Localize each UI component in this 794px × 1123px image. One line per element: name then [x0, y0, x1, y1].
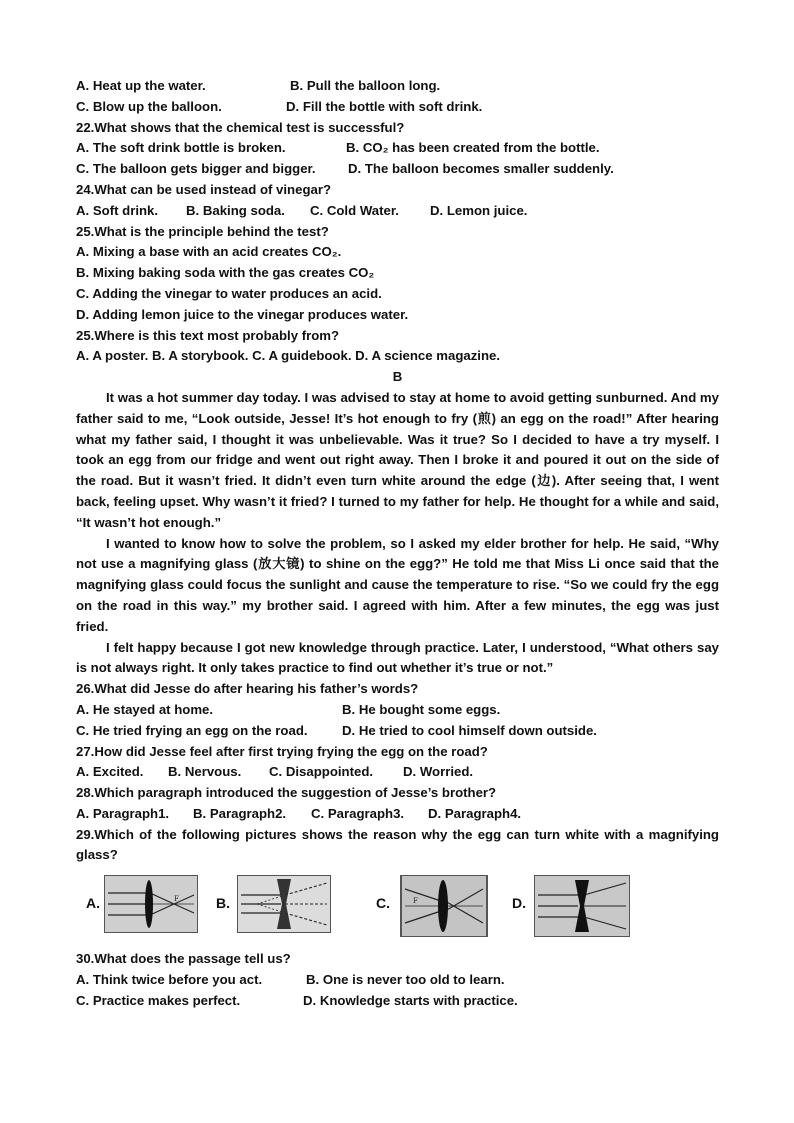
- q28-options: [76, 804, 719, 825]
- convex-lens-icon: [145, 880, 153, 928]
- q28-option-a: A. Paragraph1.: [76, 805, 170, 821]
- q28-option-b: B. Paragraph2.: [193, 805, 287, 821]
- q26-option-c: C. He tried frying an egg on the road.: [76, 722, 308, 738]
- q21-options-row-1: [76, 76, 719, 97]
- q24-option-d: D. Lemon juice.: [430, 202, 528, 218]
- q26-option-a: A. He stayed at home.: [76, 701, 214, 717]
- q24-stem: 24.What can be used instead of vinegar?: [76, 181, 332, 197]
- q29-picture-d: [534, 875, 630, 937]
- q29-picture-label-d: D.: [512, 895, 526, 912]
- q27-option-d: D. Worried.: [403, 764, 474, 780]
- q29-picture-c: [397, 875, 491, 937]
- q27-option-b: B. Nervous.: [168, 764, 242, 780]
- q21-options-row-2: [76, 97, 719, 118]
- q24-option-c: C. Cold Water.: [310, 202, 399, 218]
- q25a-option-d: D. Adding lemon juice to the vinegar produces water.: [76, 306, 409, 322]
- q22-option-a: A. The soft drink bottle is broken.: [76, 140, 286, 156]
- q30-options-row-2: [76, 991, 719, 1012]
- q25b-stem: 25.Where is this text most probably from?: [76, 327, 340, 343]
- q29-picture-label-c: C.: [376, 895, 390, 912]
- q21-option-d: D. Fill the bottle with soft drink.: [286, 98, 483, 114]
- q22-option-d: D. The balloon becomes smaller suddenly.: [348, 161, 614, 177]
- q22-option-b: B. CO₂ has been created from the bottle.: [346, 140, 600, 156]
- q22-option-c: C. The balloon gets bigger and bigger.: [76, 161, 316, 177]
- q29-picture-a: [104, 875, 198, 933]
- q21-option-b: B. Pull the balloon long.: [290, 78, 441, 93]
- svg-text:F: F: [413, 897, 418, 906]
- passage-paragraph-3: I felt happy because I got new knowledge through practice. Later, I understood, “What others say is not always right. It only takes practice to find out whether it’s true or not.”: [76, 639, 719, 676]
- q29-stem: 29.Which of the following pictures shows the reason why the egg can turn white with a magnifying glass?: [76, 826, 719, 863]
- q29-picture-b: [237, 875, 331, 933]
- q28-option-c: C. Paragraph3.: [311, 805, 405, 821]
- q26-options-row-1: [76, 700, 719, 721]
- q27-stem: 27.How did Jesse feel after first trying frying the egg on the road?: [76, 743, 488, 759]
- q22-options-row-1: [76, 138, 719, 159]
- q26-option-d: D. He tried to cool himself down outside.: [342, 722, 597, 738]
- q25a-option-c: C. Adding the vinegar to water produces an acid.: [76, 285, 382, 301]
- section-b-heading: B: [392, 369, 403, 385]
- q27-option-a: A. Excited.: [76, 764, 144, 780]
- q30-option-b: B. One is never too old to learn.: [306, 972, 505, 988]
- q24-options: [76, 201, 719, 222]
- q30-option-d: D. Knowledge starts with practice.: [303, 992, 518, 1008]
- q29-pictures: [76, 875, 719, 941]
- q21-option-c: C. Blow up the balloon.: [76, 98, 222, 114]
- q24-option-a: A. Soft drink.: [76, 202, 159, 218]
- q22-stem: 22.What shows that the chemical test is successful?: [76, 119, 405, 135]
- passage-paragraph-1: It was a hot summer day today. I was advised to stay at home to avoid getting sunburned. And my father said to me, “Look outside, Jesse! It’s hot enough to fry (煎) an egg on the road!” After hearing what my father said, I thought it was unbelievable. Was it true? So I decided to have a try myself. I took an egg from our fridge and went out right away. Then I broke it and poured it out on the side of the road. But it wasn’t fried. It didn’t even turn white around the edge (边). After seeing that, I went back, feeling upset. Why wasn’t it fried? I turned to my father for help. He thought for a while and said, “It wasn’t hot enough.”: [76, 389, 719, 530]
- q26-stem: 26.What did Jesse do after hearing his father’s words?: [76, 681, 419, 697]
- q25b-options: A. A poster. B. A storybook. C. A guidebook. D. A science magazine.: [76, 348, 501, 364]
- q22-options-row-2: [76, 159, 719, 180]
- q25a-stem: 25.What is the principle behind the test?: [76, 223, 329, 239]
- convex-lens-icon: [438, 880, 448, 932]
- q30-options-row-1: [76, 970, 719, 991]
- q30-option-a: A. Think twice before you act.: [76, 972, 263, 988]
- q28-option-d: D. Paragraph4.: [428, 805, 522, 821]
- svg-text:F: F: [174, 895, 179, 904]
- q30-stem: 30.What does the passage tell us?: [76, 951, 291, 967]
- q30-option-c: C. Practice makes perfect.: [76, 992, 241, 1008]
- q27-option-c: C. Disappointed.: [269, 764, 374, 780]
- q29-picture-label-b: B.: [216, 895, 230, 912]
- q29-picture-label-a: A.: [86, 895, 100, 912]
- q28-stem: 28.Which paragraph introduced the suggestion of Jesse’s brother?: [76, 785, 497, 801]
- q24-option-b: B. Baking soda.: [186, 202, 285, 218]
- passage-paragraph-2: I wanted to know how to solve the problem, so I asked my elder brother for help. He said, “Why not use a magnifying glass (放大镜) to shine on the egg?” He told me that Miss Li once said that the magnifying glass could focus the sunlight and cause the temperature to rise. “So we could fry the egg on the road in this way.” my brother said. I agreed with him. After a few minutes, the egg was just fried.: [76, 535, 719, 634]
- q25a-option-b: B. Mixing baking soda with the gas creates CO₂: [76, 265, 375, 281]
- exam-page: [76, 76, 719, 1012]
- q27-options: [76, 762, 719, 783]
- q21-option-a: A. Heat up the water.: [76, 78, 206, 93]
- q26-options-row-2: [76, 721, 719, 742]
- q26-option-b: B. He bought some eggs.: [342, 701, 501, 717]
- q25a-option-a: A. Mixing a base with an acid creates CO₂.: [76, 244, 342, 260]
